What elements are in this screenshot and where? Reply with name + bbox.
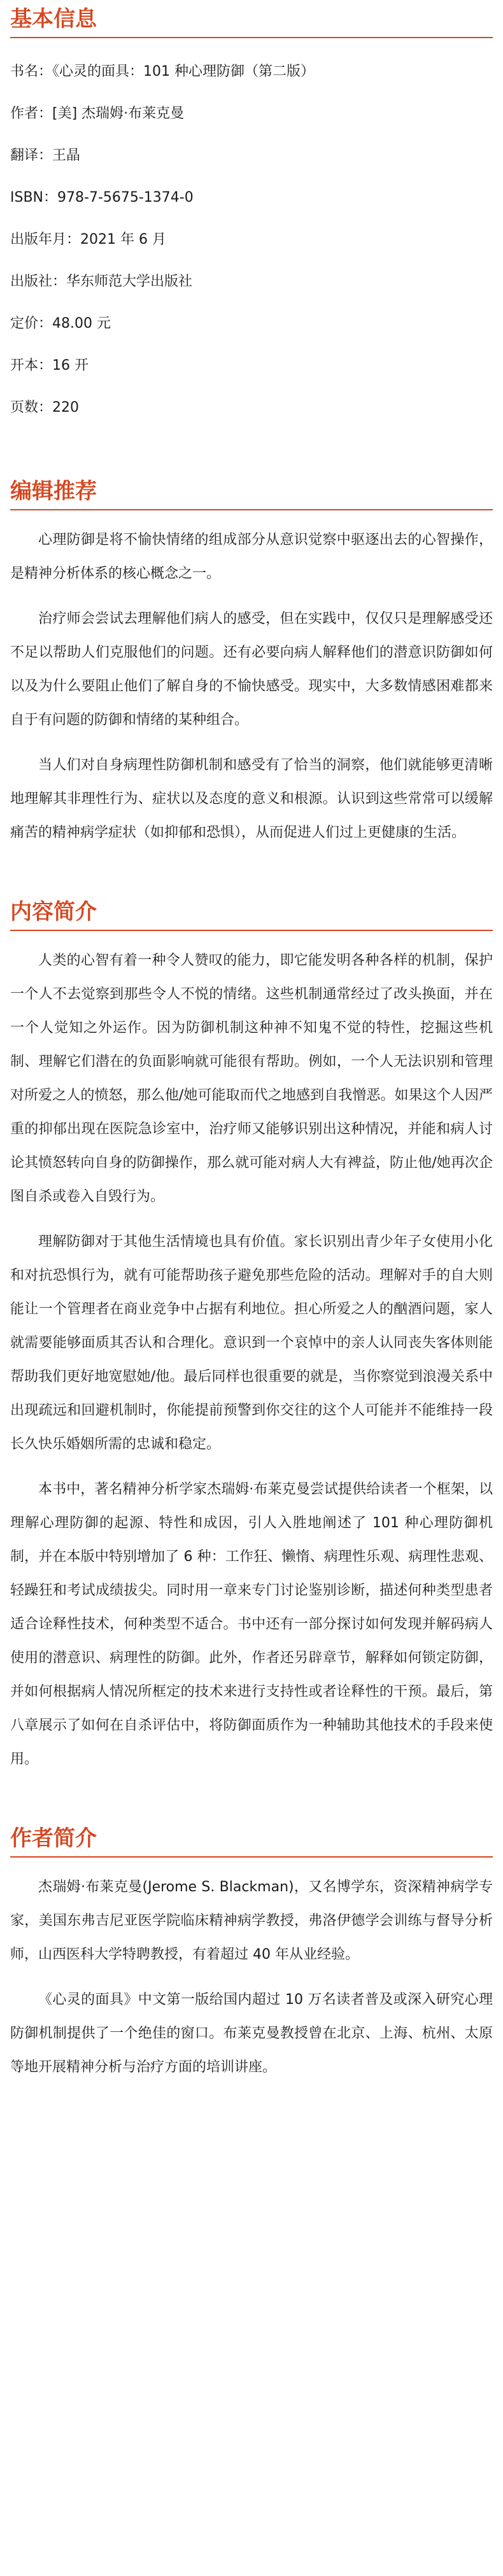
section-divider — [10, 37, 493, 38]
info-row-publisher — [10, 261, 493, 303]
section-divider — [10, 1856, 493, 1858]
info-value: 220 — [52, 400, 80, 416]
author-intro-section — [10, 1824, 493, 2084]
info-label: 作者： — [10, 106, 53, 122]
info-value: 978-7-5675-1374-0 — [57, 190, 194, 206]
paragraph: 本书中，著名精神分析学家杰瑞姆·布莱克曼尝试提供给读者一个框架，以理解心理防御的起源、特性和成因，引人入胜地阐述了 101 种心理防御机制，并在本版中特别增加了 6 种：工作狂、懒惰、病理性乐观、病理性悲观、轻躁狂和考试成绩拔尖。同时用一章来专门讨论鉴别诊断，描述何种类型患者适合诠释性技术，何种类型不适合。书中还有一部分探讨如何发现并解码病人使用的潜意识、病理性的防御。此外，作者还另辟章节，解释如何锁定防御，并如何根据病人情况所框定的技术来进行支持性或者诠释性的干预。最后，第八章展示了如何在自杀评估中，将防御面质作为一种辅助其他技术的手段来使用。 — [10, 1481, 493, 1767]
info-label: 页数： — [10, 400, 53, 416]
info-row-pub-date — [10, 219, 493, 261]
paragraph: 治疗师会尝试去理解他们病人的感受，但在实践中，仅仅只是理解感受还不足以帮助人们克服他们的问题。还有必要向病人解释他们的潜意识防御如何以及为什么要阻止他们了解自身的不愉快感受。现实中，大多数情感困难都来自于有问题的防御和情绪的某种组合。 — [10, 611, 493, 728]
info-row-title — [10, 51, 493, 93]
editor-recommendation-section — [10, 477, 493, 850]
info-label: 定价： — [10, 316, 53, 332]
paragraph: 人类的心智有着一种令人赞叹的能力，即它能发明各种各样的机制，保护一个人不去觉察到那些令人不悦的情绪。这些机制通常经过了改头换面，并在一个人觉知之外运作。因为防御机制这种神不知鬼不觉的特性，挖掘这些机制、理解它们潜在的负面影响就可能很有帮助。例如，一个人无法识别和管理对所爱之人的愤怒，那么他/她可能取而代之地感到自我憎恶。如果这个人因严重的抑郁出现在医院急诊室中，治疗师又能够识别出这种情况，并能和病人讨论其愤怒转向自身的防御操作，那么就可能对病人大有裨益，防止他/她再次企图自杀或卷入自毁行为。 — [10, 953, 493, 1205]
info-label: 开本： — [10, 358, 53, 374]
section-title-basic-info: 基本信息 — [10, 6, 97, 32]
content-intro-section — [10, 898, 493, 1776]
info-value: 王晶 — [52, 148, 81, 164]
info-value: [美] 杰瑞姆·布莱克曼 — [52, 106, 185, 122]
basic-info-section — [10, 5, 493, 429]
paragraph: 心理防御是将不愉快情绪的组成部分从意识觉察中驱逐出去的心智操作，是精神分析体系的核心概念之一。 — [10, 532, 493, 582]
paragraph: 当人们对自身病理性防御机制和感受有了恰当的洞察，他们就能够更清晰地理解其非理性行为、症状以及态度的意义和根源。认识到这些常常可以缓解痛苦的精神病学症状（如抑郁和恐惧），从而促进人们过上更健康的生活。 — [10, 757, 493, 841]
paragraph: 理解防御对于其他生活情境也具有价值。家长识别出青少年子女使用小化和对抗恐惧行为，就有可能帮助孩子避免那些危险的活动。理解对手的自大则能让一个管理者在商业竞争中占据有利地位。担心所爱之人的酗酒问题，家人就需要能够面质其否认和合理化。意识到一个哀悼中的亲人认同丧失客体则能帮助我们更好地宽慰她/他。最后同样也很重要的就是，当你察觉到浪漫关系中出现疏远和回避机制时，你能提前预警到你交往的这个人可能并不能维持一段长久快乐婚姻所需的忠诚和稳定。 — [10, 1234, 493, 1452]
paragraph: 《心灵的面具》中文第一版给国内超过 10 万名读者普及或深入研究心理防御机制提供了一个绝佳的窗口。布莱克曼教授曾在北京、上海、杭州、太原等地开展精神分析与治疗方面的培训讲座。 — [10, 1992, 493, 2075]
info-label: ISBN： — [10, 190, 58, 206]
info-value: 16 开 — [52, 358, 89, 374]
info-row-price — [10, 303, 493, 345]
section-title-author-intro: 作者简介 — [10, 1826, 97, 1851]
section-title-content-intro: 内容简介 — [10, 899, 97, 925]
section-title-editor-recommendation: 编辑推荐 — [10, 479, 97, 504]
info-value: 华东师范大学出版社 — [66, 274, 193, 290]
info-value: 2021 年 6 月 — [80, 232, 166, 248]
paragraph: 杰瑞姆·布莱克曼(Jerome S. Blackman)，又名博学东，资深精神病学专家，美国东弗吉尼亚医学院临床精神病学教授，弗洛伊德学会训练与督导分析师，山西医科大学特聘教授，有着超过 40 年从业经验。 — [10, 1879, 493, 1963]
info-row-format — [10, 345, 493, 387]
info-value: 48.00 元 — [52, 316, 111, 332]
info-label: 出版年月： — [10, 232, 81, 248]
info-row-translator — [10, 135, 493, 177]
info-list — [10, 51, 493, 429]
info-label: 翻译： — [10, 148, 53, 164]
info-label: 出版社： — [10, 274, 67, 290]
section-divider — [10, 509, 493, 510]
section-divider — [10, 930, 493, 931]
info-row-author — [10, 93, 493, 135]
info-value: 《心灵的面具：101 种心理防御（第二版） — [52, 64, 315, 80]
info-label: 书名： — [10, 64, 53, 80]
info-row-pages — [10, 387, 493, 429]
info-row-isbn — [10, 177, 493, 219]
